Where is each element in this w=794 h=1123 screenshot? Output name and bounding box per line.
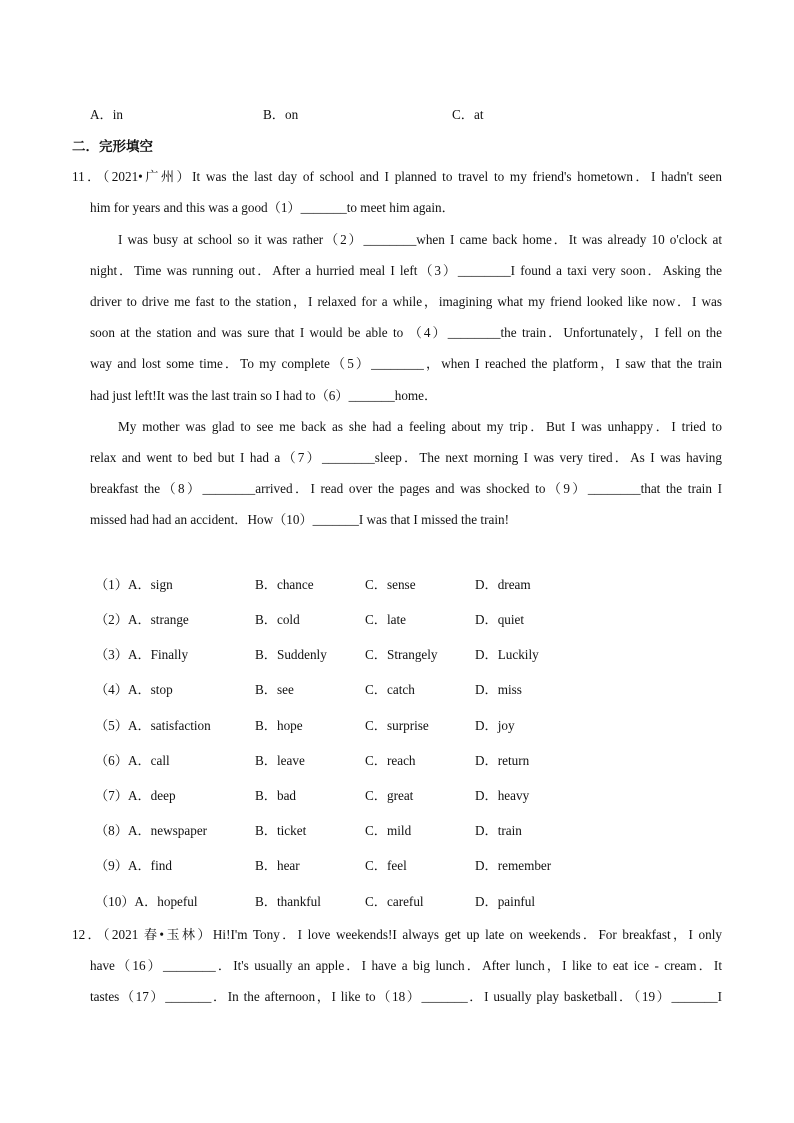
q11-line-3: I was busy at school so it was rather（2）________when I came back home．It was already 10 o'clock at (118, 232, 722, 247)
option-9-b: B．hear (255, 858, 300, 873)
prev-option-c: C．at (452, 107, 484, 122)
option-row-7 (95, 785, 529, 804)
q11-line-1: 11．（2021•广州）It was the last day of school and I planned to travel to my friend's hometown．I hadn't seen (72, 169, 722, 184)
option-5-c: C．surprise (365, 718, 429, 733)
option-5-a: （5）A．satisfaction (95, 718, 211, 733)
option-8-a: （8）A．newspaper (95, 823, 208, 838)
q11-line-4: night．Time was running out．After a hurried meal I left（3）________I found a taxi very soon．Asking the (90, 263, 722, 278)
option-7-c: C．great (365, 788, 414, 803)
option-5-d: D．joy (475, 718, 515, 733)
option-row-10 (95, 891, 535, 910)
option-1-d: D．dream (475, 577, 531, 592)
q11-line-2: him for years and this was a good（1）_______to meet him again． (90, 200, 455, 215)
option-4-d: D．miss (475, 682, 522, 697)
q11-line-10: relax and went to bed but I had a（7）________sleep．The next morning I was very tired．As I was having (90, 450, 722, 465)
option-8-c: C．mild (365, 823, 412, 838)
q11-line-7: way and lost some time．To my complete（5）________，when I reached the platform，I saw that the train (90, 356, 722, 371)
option-8-d: D．train (475, 823, 522, 838)
option-1-c: C．sense (365, 577, 416, 592)
option-row-6 (95, 750, 529, 769)
option-4-a: （4）A．stop (95, 682, 173, 697)
option-1-b: B．chance (255, 577, 314, 592)
option-7-b: B．bad (255, 788, 297, 803)
option-9-d: D．remember (475, 858, 552, 873)
option-row-2 (95, 609, 524, 628)
option-10-c: C．careful (365, 894, 424, 909)
option-3-d: D．Luckily (475, 647, 539, 662)
option-2-b: B．cold (255, 612, 300, 627)
section-title: 二．完形填空 (72, 139, 153, 155)
option-9-c: C．feel (365, 858, 407, 873)
option-3-b: B．Suddenly (255, 647, 327, 662)
option-2-c: C．late (365, 612, 407, 627)
option-10-d: D．painful (475, 894, 536, 909)
prev-option-a: A．in (90, 107, 123, 122)
option-9-a: （9）A．find (95, 858, 172, 873)
q11-line-11: breakfast the（8）________arrived．I read over the pages and was shocked to（9）________that the train I (90, 481, 722, 496)
option-2-d: D．quiet (475, 612, 525, 627)
q12-line-2: have（16）________．It's usually an apple．I have a big lunch．After lunch，I like to eat ice - cream．It (90, 958, 722, 973)
q11-line-5: driver to drive me fast to the station，I relaxed for a while，imagining what my friend looked like now．I was (90, 294, 722, 309)
option-7-d: D．heavy (475, 788, 530, 803)
option-row-9 (95, 855, 551, 874)
option-4-b: B．see (255, 682, 294, 697)
option-7-a: （7）A．deep (95, 788, 176, 803)
option-row-8 (95, 820, 522, 839)
option-6-a: （6）A．call (95, 753, 170, 768)
option-2-a: （2）A．strange (95, 612, 189, 627)
option-6-d: D．return (475, 753, 530, 768)
option-6-b: B．leave (255, 753, 305, 768)
q11-line-8: had just left!It was the last train so I had to（6）_______home． (90, 388, 438, 403)
q12-line-3: tastes（17）_______．In the afternoon，I like to（18）_______．I usually play basketball．（19）_______I (90, 989, 722, 1004)
option-4-c: C．catch (365, 682, 415, 697)
option-1-a: （1）A．sign (95, 577, 173, 592)
option-row-5 (95, 715, 515, 734)
q11-line-6: soon at the station and was sure that I would be able to （4）________the train．Unfortunately，I fell on the (90, 325, 722, 340)
q11-line-9: My mother was glad to see me back as she had a feeling about my trip．But I was unhappy．I tried to (118, 419, 722, 434)
q12-line-1: 12．（2021 春•玉林）Hi!I'm Tony．I love weekends!I always get up late on weekends．For breakfast，I only (72, 927, 722, 942)
option-10-a: （10）A．hopeful (95, 894, 198, 909)
option-6-c: C．reach (365, 753, 416, 768)
option-3-c: C．Strangely (365, 647, 438, 662)
prev-option-b: B．on (263, 107, 299, 122)
option-5-b: B．hope (255, 718, 303, 733)
option-row-1 (95, 574, 531, 593)
option-row-4 (95, 679, 522, 698)
option-10-b: B．thankful (255, 894, 321, 909)
option-8-b: B．ticket (255, 823, 307, 838)
q11-line-12: missed had had an accident．How（10）_______I was that I missed the train! (90, 512, 509, 527)
option-3-a: （3）A．Finally (95, 647, 189, 662)
option-row-3 (95, 644, 539, 663)
